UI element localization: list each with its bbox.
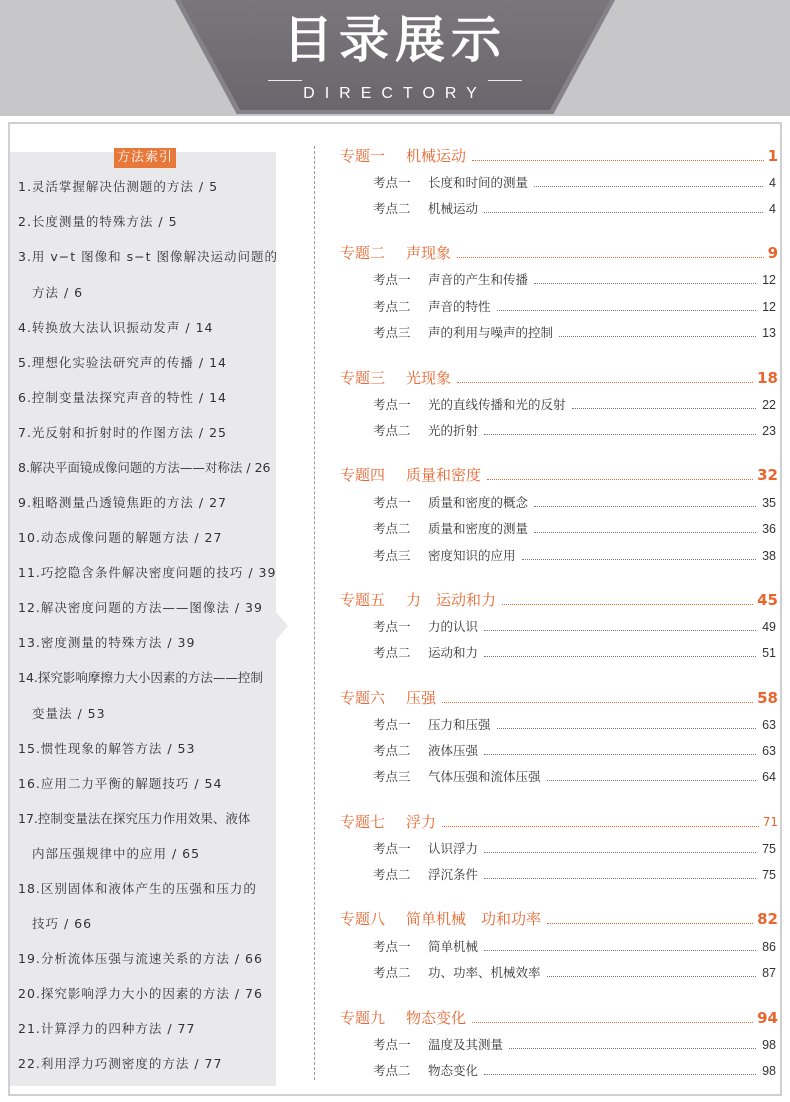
leader-dots xyxy=(472,1022,753,1023)
point-page: 75 xyxy=(762,868,776,882)
point-label: 考点二 xyxy=(373,743,411,758)
index-line: 7.光反射和折射时的作图方法 / 25 xyxy=(18,425,227,440)
point-label: 考点一 xyxy=(373,272,411,287)
point-page: 36 xyxy=(762,522,776,536)
point-title: 功、功率、机械效率 xyxy=(428,965,541,980)
point-label: 考点一 xyxy=(373,619,411,634)
toc-topic[interactable] xyxy=(340,909,778,929)
leader-dots xyxy=(472,160,764,161)
point-title: 物态变化 xyxy=(428,1063,479,1078)
toc-topic[interactable] xyxy=(340,465,778,485)
leader-dots xyxy=(484,434,756,435)
index-line: 14.探究影响摩擦力大小因素的方法——控制 xyxy=(18,670,263,685)
index-line: 内部压强规律中的应用 / 65 xyxy=(32,846,201,861)
point-page: 63 xyxy=(762,744,776,758)
toc-topic[interactable] xyxy=(340,243,778,263)
topic-title: 声现象 xyxy=(406,244,452,262)
toc-topic[interactable] xyxy=(340,368,778,388)
leader-dots xyxy=(534,532,756,533)
index-line: 8.解决平面镜成像问题的方法——对称法 / 26 xyxy=(18,460,271,475)
topic-title: 物态变化 xyxy=(406,1009,467,1027)
index-line: 4.转换放大法认识振动发声 / 14 xyxy=(18,320,214,335)
leader-dots xyxy=(484,1074,756,1075)
topic-page: 45 xyxy=(757,591,778,609)
topic-page: 1 xyxy=(767,147,778,165)
point-title: 力的认识 xyxy=(428,619,479,634)
point-label: 考点二 xyxy=(373,1063,411,1078)
index-line: 5.理想化实验法研究声的传播 / 14 xyxy=(18,355,227,370)
leader-dots xyxy=(534,186,763,187)
point-page: 87 xyxy=(762,966,776,980)
leader-dots xyxy=(559,336,756,337)
toc-topic[interactable] xyxy=(340,146,778,166)
point-title: 质量和密度的概念 xyxy=(428,495,529,510)
point-label: 考点二 xyxy=(373,299,411,314)
index-line: 技巧 / 66 xyxy=(32,916,93,931)
point-page: 49 xyxy=(762,620,776,634)
page-title: 目录展示 xyxy=(283,10,507,69)
leader-dots xyxy=(522,559,757,560)
point-page: 86 xyxy=(762,940,776,954)
point-title: 液体压强 xyxy=(428,743,479,758)
point-label: 考点二 xyxy=(373,201,411,216)
point-title: 浮沉条件 xyxy=(428,867,479,882)
topic-title: 光现象 xyxy=(406,369,452,387)
leader-dots xyxy=(497,728,757,729)
toc-point[interactable] xyxy=(373,547,776,565)
point-page: 12 xyxy=(762,273,776,287)
toc-point[interactable] xyxy=(373,716,776,734)
topic-page: 71 xyxy=(762,815,778,829)
point-label: 考点三 xyxy=(373,325,411,340)
point-title: 声音的产生和传播 xyxy=(428,272,529,287)
index-line: 1.灵活掌握解决估测题的方法 / 5 xyxy=(18,179,219,194)
toc-topic[interactable] xyxy=(340,590,778,610)
topic-label: 专题一 xyxy=(340,147,386,165)
point-page: 64 xyxy=(762,770,776,784)
toc-point[interactable] xyxy=(373,1062,776,1080)
leader-dots xyxy=(484,754,756,755)
column-divider xyxy=(314,146,315,1080)
point-page: 4 xyxy=(769,176,776,190)
index-line: 6.控制变量法探究声音的特性 / 14 xyxy=(18,390,227,405)
topic-page: 82 xyxy=(757,910,778,928)
point-label: 考点二 xyxy=(373,521,411,536)
index-line: 11.巧挖隐含条件解决密度问题的技巧 / 39 xyxy=(18,565,277,580)
point-label: 考点一 xyxy=(373,495,411,510)
page-subtitle: DIRECTORY xyxy=(303,85,487,102)
leader-dots xyxy=(442,826,759,827)
method-index-heading: 方法索引 xyxy=(114,148,176,168)
point-label: 考点三 xyxy=(373,769,411,784)
leader-dots xyxy=(497,310,757,311)
point-label: 考点一 xyxy=(373,397,411,412)
point-title: 温度及其测量 xyxy=(428,1037,504,1052)
point-label: 考点一 xyxy=(373,841,411,856)
index-line: 21.计算浮力的四种方法 / 77 xyxy=(18,1021,196,1036)
leader-dots xyxy=(509,1048,756,1049)
point-page: 23 xyxy=(762,424,776,438)
toc-point[interactable] xyxy=(373,866,776,884)
leader-dots xyxy=(484,878,756,879)
point-title: 气体压强和流体压强 xyxy=(428,769,541,784)
topic-page: 94 xyxy=(757,1009,778,1027)
point-page: 75 xyxy=(762,842,776,856)
point-page: 63 xyxy=(762,718,776,732)
point-label: 考点一 xyxy=(373,1037,411,1052)
index-line: 变量法 / 53 xyxy=(32,706,106,721)
toc-point[interactable] xyxy=(373,644,776,662)
point-page: 98 xyxy=(762,1064,776,1078)
index-line: 2.长度测量的特殊方法 / 5 xyxy=(18,214,178,229)
leader-dots xyxy=(547,780,757,781)
topic-label: 专题九 xyxy=(340,1009,386,1027)
point-page: 12 xyxy=(762,300,776,314)
leader-dots xyxy=(484,852,756,853)
point-label: 考点二 xyxy=(373,645,411,660)
leader-dots xyxy=(534,283,756,284)
point-title: 声的利用与噪声的控制 xyxy=(428,325,554,340)
point-page: 51 xyxy=(762,646,776,660)
topic-title: 简单机械 功和功率 xyxy=(406,910,542,928)
leader-dots xyxy=(502,604,753,605)
point-page: 13 xyxy=(762,326,776,340)
subtitle-rule-left xyxy=(268,80,302,81)
toc-point[interactable] xyxy=(373,938,776,956)
leader-dots xyxy=(457,257,764,258)
toc-point[interactable] xyxy=(373,174,776,192)
point-title: 运动和力 xyxy=(428,645,479,660)
point-page: 38 xyxy=(762,549,776,563)
leader-dots xyxy=(547,923,753,924)
point-label: 考点三 xyxy=(373,548,411,563)
index-line: 12.解决密度问题的方法——图像法 / 39 xyxy=(18,600,263,615)
toc-point[interactable] xyxy=(373,840,776,858)
leader-dots xyxy=(572,408,757,409)
index-line: 10.动态成像问题的解题方法 / 27 xyxy=(18,530,223,545)
point-page: 98 xyxy=(762,1038,776,1052)
topic-title: 质量和密度 xyxy=(406,466,482,484)
index-panel-arrow xyxy=(276,612,288,640)
index-line: 15.惯性现象的解答方法 / 53 xyxy=(18,741,196,756)
point-title: 质量和密度的测量 xyxy=(428,521,529,536)
toc-point[interactable] xyxy=(373,742,776,760)
topic-label: 专题五 xyxy=(340,591,386,609)
index-line: 16.应用二力平衡的解题技巧 / 54 xyxy=(18,776,223,791)
topic-page: 18 xyxy=(757,369,778,387)
point-title: 光的折射 xyxy=(428,423,479,438)
topic-page: 9 xyxy=(767,244,778,262)
index-line: 18.区别固体和液体产生的压强和压力的 xyxy=(18,881,257,896)
index-line: 17.控制变量法在探究压力作用效果、液体 xyxy=(18,811,251,826)
subtitle-rule-right xyxy=(488,80,522,81)
point-title: 认识浮力 xyxy=(428,841,479,856)
leader-dots xyxy=(534,506,756,507)
toc-point[interactable] xyxy=(373,396,776,414)
toc-point[interactable] xyxy=(373,494,776,512)
toc-topic[interactable] xyxy=(340,688,778,708)
leader-dots xyxy=(457,382,753,383)
toc-point[interactable] xyxy=(373,1036,776,1054)
leader-dots xyxy=(442,702,753,703)
point-title: 压力和压强 xyxy=(428,717,491,732)
index-line: 3.用 v−t 图像和 s−t 图像解决运动问题的 xyxy=(18,249,278,264)
index-line: 13.密度测量的特殊方法 / 39 xyxy=(18,635,196,650)
point-title: 光的直线传播和光的反射 xyxy=(428,397,566,412)
index-line: 19.分析流体压强与流速关系的方法 / 66 xyxy=(18,951,263,966)
point-title: 简单机械 xyxy=(428,939,479,954)
toc-topic[interactable] xyxy=(340,1008,778,1028)
topic-label: 专题二 xyxy=(340,244,386,262)
topic-title: 浮力 xyxy=(406,813,437,831)
leader-dots xyxy=(547,976,757,977)
toc-point[interactable] xyxy=(373,768,776,786)
point-label: 考点二 xyxy=(373,965,411,980)
leader-dots xyxy=(484,212,763,213)
topic-title: 力 运动和力 xyxy=(406,591,497,609)
leader-dots xyxy=(484,630,756,631)
point-label: 考点一 xyxy=(373,717,411,732)
topic-label: 专题三 xyxy=(340,369,386,387)
index-line: 9.粗略测量凸透镜焦距的方法 / 27 xyxy=(18,495,227,510)
point-label: 考点二 xyxy=(373,867,411,882)
toc-point[interactable] xyxy=(373,324,776,342)
toc-point[interactable] xyxy=(373,271,776,289)
topic-label: 专题七 xyxy=(340,813,386,831)
leader-dots xyxy=(484,656,756,657)
point-label: 考点二 xyxy=(373,423,411,438)
topic-label: 专题八 xyxy=(340,910,386,928)
point-title: 声音的特性 xyxy=(428,299,491,314)
topic-page: 32 xyxy=(757,466,778,484)
point-label: 考点一 xyxy=(373,175,411,190)
toc-point[interactable] xyxy=(373,298,776,316)
toc-point[interactable] xyxy=(373,520,776,538)
point-page: 35 xyxy=(762,496,776,510)
point-page: 22 xyxy=(762,398,776,412)
point-title: 长度和时间的测量 xyxy=(428,175,529,190)
topic-page: 58 xyxy=(757,689,778,707)
topic-title: 压强 xyxy=(406,689,437,707)
index-line: 方法 / 6 xyxy=(32,285,84,300)
topic-label: 专题六 xyxy=(340,689,386,707)
toc-point[interactable] xyxy=(373,964,776,982)
toc-topic[interactable] xyxy=(340,812,778,832)
index-line: 20.探究影响浮力大小的因素的方法 / 76 xyxy=(18,986,263,1001)
topic-label: 专题四 xyxy=(340,466,386,484)
point-label: 考点一 xyxy=(373,939,411,954)
index-line: 22.利用浮力巧测密度的方法 / 77 xyxy=(18,1056,223,1071)
point-title: 机械运动 xyxy=(428,201,479,216)
toc-point[interactable] xyxy=(373,200,776,218)
toc-point[interactable] xyxy=(373,618,776,636)
point-page: 4 xyxy=(769,202,776,216)
leader-dots xyxy=(487,479,753,480)
leader-dots xyxy=(484,950,756,951)
topic-title: 机械运动 xyxy=(406,147,467,165)
toc-point[interactable] xyxy=(373,422,776,440)
point-title: 密度知识的应用 xyxy=(428,548,516,563)
